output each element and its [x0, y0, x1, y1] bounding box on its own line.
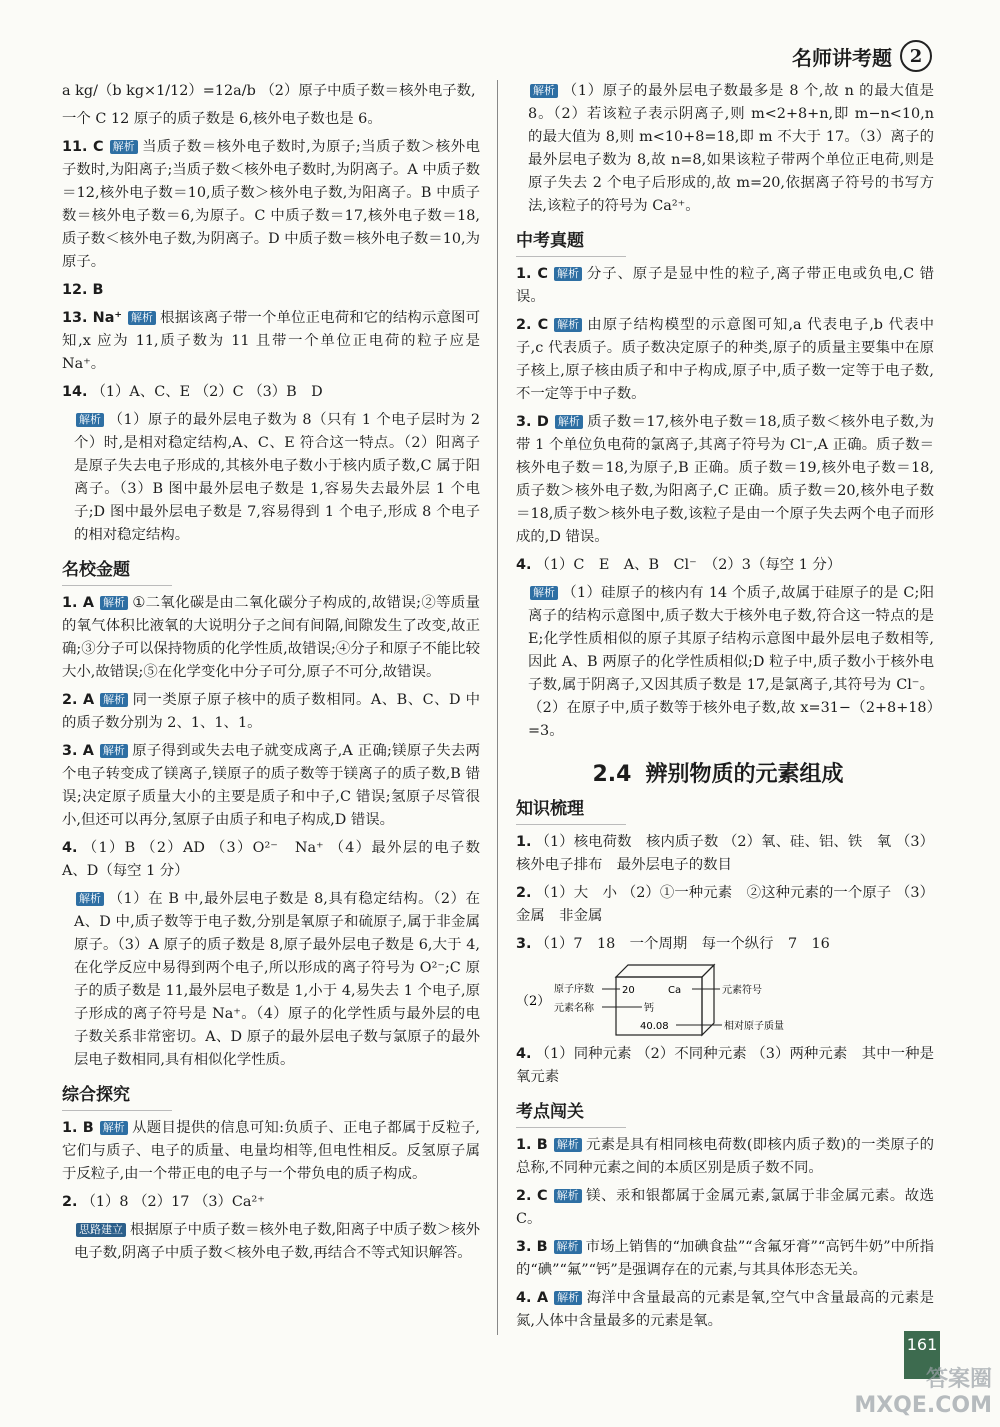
kaodian-item-1 [516, 1134, 934, 1180]
left-column [62, 80, 495, 1270]
zhongkao-item-4 [516, 554, 934, 577]
page-header [792, 40, 932, 72]
item-number: 12. B [62, 282, 104, 298]
element-cell-svg [516, 961, 816, 1039]
kaodian-item-4 [516, 1287, 934, 1333]
mingxiao-item-2 [62, 689, 480, 735]
item-number: 3. B [516, 1239, 548, 1255]
atomic-mass-value: 40.08 [640, 1021, 669, 1032]
analysis-tag: 解析 [554, 318, 582, 332]
analysis-tag: 解析 [530, 586, 558, 600]
analysis-tag: 解析 [128, 311, 156, 325]
cell-top-face [616, 965, 714, 977]
item-number: 2. A [62, 692, 95, 708]
zhishi-item-4 [516, 1043, 934, 1089]
analysis-tag: 解析 [554, 1189, 582, 1203]
item-answer: （1）A、C、E （2）C （3）B D [91, 384, 323, 400]
item-answer: （1）C E A、B Cl⁻ （2）3（每空 1 分） [535, 557, 842, 573]
item-text: 同一类原子原子核中的质子数相同。A、B、C、D 中的质子数分别为 2、1、1、1。 [62, 692, 481, 731]
item-text: 元素是具有相同核电荷数(即核内质子数)的一类原子的总称,不同种元素之间的本质区别是质子数不同。 [516, 1137, 934, 1176]
section-heading-kaodian: 考点闯关 [516, 1101, 626, 1128]
item-number: 2. C [516, 317, 549, 333]
thinking-tag: 思路建立 [76, 1223, 126, 1237]
chapter-number: 2.4 [592, 762, 632, 787]
thinking-text: 根据原子中质子数＝核外电子数,阳离子中质子数＞核外电子数,阴离子中质子数＜核外电子数,再结合不等式知识解答。 [74, 1222, 480, 1261]
analysis-tag: 解析 [554, 1240, 582, 1254]
analysis-tag: 解析 [554, 1291, 582, 1305]
item-number: 3. A [62, 743, 94, 759]
zonghe-item-2 [62, 1191, 480, 1214]
brand-logo-icon: 2 [900, 40, 932, 72]
zhongkao-item-1 [516, 263, 934, 309]
item-answer: （1）B （2）AD （3）O²⁻ Na⁺ （4）最外层的电子数 A、D（每空 1 分） [62, 840, 495, 879]
zhishi-item-2 [516, 882, 934, 928]
page-number: 161 [904, 1331, 940, 1379]
analysis-zhongkao-4 [516, 582, 934, 743]
section-heading-zhongkao: 中考真题 [516, 230, 626, 257]
analysis-continued [516, 80, 934, 218]
analysis-mingxiao-4 [62, 888, 480, 1072]
element-name-label: 元素名称 [554, 1003, 594, 1014]
item-text: （1）7 18 一个周期 每一个纵行 7 16 [535, 936, 830, 952]
analysis-text: （1）硅原子的核内有 14 个质子,故属于硅原子的是 C;阳离子的结构示意图中,质子数大于核外电子数,符合这一特点的是 E;化学性质相似的原子其原子结构示意图中最外层电子数相等,因此 A、B 两原子的化学性质相似;D 粒子中,质子数小于核外电子数,属于阴离子,又因其质子数是 17,是氯离子,其符号为 Cl⁻。（2）在原子中,质子数等于核外电子数,故 x=31−（2+8+18）=3。 [528, 585, 934, 739]
mingxiao-item-3 [62, 740, 480, 832]
item-number: 1. C [516, 266, 548, 282]
element-cell-diagram [516, 961, 934, 1039]
item-number: 11. C [62, 139, 104, 155]
column-divider [497, 80, 498, 1335]
answer-item-11 [62, 136, 480, 274]
analysis-tag: 解析 [76, 892, 104, 906]
item-text: 原子得到或失去电子就变成离子,A 正确;镁原子失去两个电子转变成了镁离子,镁原子的质子数等于镁离子的质子数,B 错误;决定原子质量大小的主要是质子和中子,C 错误;氢原子尽管很小,但还可以再分,氢原子由质子和电子构成,D 错误。 [62, 743, 480, 828]
item-number: 1. [516, 834, 532, 850]
diagram-label-number: （2） [516, 994, 551, 1009]
item-number: 2. [62, 1194, 78, 1210]
item-text: 海洋中含量最高的元素是氧,空气中含量最高的元素是氮,人体中含量最多的元素是氧。 [516, 1290, 934, 1329]
item-text: （1）核电荷数 核内质子数 （2）氧、硅、铝、铁 氧 （3）核外电子排布 最外层电子的数目 [516, 834, 934, 873]
element-symbol-label: 元素符号 [722, 985, 762, 996]
watermark-line-2: MXQE.COM [854, 1393, 992, 1418]
item-text: 根据该离子带一个单位正电荷和它的结构示意图可知,x 应为 11,质子数为 11 且带一个单位正电荷的粒子应是 Na⁺。 [62, 310, 480, 372]
item-number: 2. C [516, 1188, 548, 1204]
item-text: 分子、原子是显中性的粒子,离子带正电或负电,C 错误。 [516, 266, 934, 305]
item-number: 4. [516, 557, 532, 573]
zonghe-item-1 [62, 1117, 480, 1186]
answer-item-13 [62, 307, 480, 376]
item-number: 14. [62, 384, 88, 400]
item-number: 3. D [516, 414, 549, 430]
watermark-line-1: 答案圈 [925, 1367, 992, 1392]
kaodian-item-3 [516, 1236, 934, 1282]
atomic-number-value: 20 [622, 985, 635, 996]
watermark [854, 1367, 992, 1419]
item-text: 市场上销售的“加碘食盐”“含氟牙膏”“高钙牛奶”中所指的“碘”“氟”“钙”是强调存在的元素,与其具体形态无关。 [516, 1239, 934, 1278]
analysis-tag: 解析 [76, 413, 104, 427]
analysis-text: （1）原子的最外层电子数为 8（只有 1 个电子层时为 2 个）时,是相对稳定结构,A、C、E 符合这一特点。（2）阳离子是原子失去电子形成的,其核外电子数小于核内质子数,C 属于阳离子。（3）B 图中最外层电子数是 1,容易失去最外层 1 个电子;D 图中最外层电子数是 7,容易得到 1 个电子,形成 8 个电子的相对稳定结构。 [74, 412, 480, 543]
item-text: 从题目提供的信息可知:负质子、正电子都属于反粒子,它们与质子、电子的质量、电量均相等,但电性相反。反氢原子属于反粒子,由一个带正电的电子与一个带负电的质子构成。 [62, 1120, 480, 1182]
zhongkao-item-2 [516, 314, 934, 406]
analysis-tag: 解析 [100, 596, 128, 610]
item-number: 1. B [516, 1137, 548, 1153]
analysis-tag: 解析 [530, 84, 558, 98]
analysis-tag: 解析 [100, 1121, 128, 1135]
kaodian-item-2 [516, 1185, 934, 1231]
item-text: ①二氧化碳是由二氧化碳分子构成的,故错误;②等质量的氧气体积比液氧的大说明分子之间有间隔,间隙发生了改变,故正确;③分子可以保持物质的化学性质,故错误;④分子和原子不能比较大小,故错误;⑤在化学变化中分子可分,原子不可分,故错误。 [62, 595, 480, 680]
item-text: 质子数＝17,核外电子数＝18,质子数＜核外电子数,为带 1 个单位负电荷的氯离子,其离子符号为 Cl⁻,A 正确。质子数＝核外电子数＝18,为原子,B 正确。质子数＝19,核外电子数＝18,质子数＞核外电子数,为阳离子,C 正确。质子数＝20,核外电子数＝18,质子数＞核外电子数,该粒子是由一个原子失去两个电子而形成的,D 错误。 [516, 414, 934, 545]
analysis-tag: 解析 [100, 693, 128, 707]
zhongkao-item-3 [516, 411, 934, 549]
analysis-text: （1）在 B 中,最外层电子数是 8,具有稳定结构。（2）在 A、D 中,质子数等于电子数,分别是氧原子和硫原子,属于非金属原子。（3）A 原子的质子数是 8,原子最外层电子数是 6,大于 4,在化学反应中易得到两个电子,所以形成的离子符号为 O²⁻;C 原子的质子数是 11,最外层电子数是 1,小于 4,易失去 1 个电子,原子形成的离子符号是 Na⁺。（4）原子的化学性质与最外层的电子数关系非常密切。A、D 原子的最外层电子数与氯原子的最外层电子数相同,具有相似化学性质。 [74, 891, 480, 1068]
item-number: 4. A [516, 1290, 549, 1306]
element-symbol: Ca [668, 985, 682, 996]
item-text: （1）同种元素 （2）不同种元素 （3）两种元素 其中一种是氧元素 [516, 1046, 934, 1085]
section-heading-zhishi: 知识梳理 [516, 798, 626, 825]
mingxiao-item-4 [62, 837, 495, 883]
item-answer: （1）8 （2）17 （3）Ca²⁺ [81, 1194, 265, 1210]
brand-title: 名师讲考题 [792, 45, 892, 70]
item-number: 3. [516, 936, 532, 952]
zhishi-item-1 [516, 831, 934, 877]
answer-item-14 [62, 381, 480, 404]
analysis-tag: 解析 [555, 415, 583, 429]
chapter-title: 辨别物质的元素组成 [645, 762, 844, 787]
element-name-value: 钙 [644, 1003, 654, 1014]
thinking-zonghe-2 [62, 1219, 480, 1265]
item-number: 4. [62, 840, 78, 856]
chapter-heading [516, 763, 934, 786]
item-text: （1）大 小 （2）①一种元素 ②这种元素的一个原子 （3）金属 非金属 [516, 885, 934, 924]
section-heading-mingxiao: 名校金题 [62, 559, 172, 586]
item-text: 镁、汞和银都属于金属元素,氯属于非金属元素。故选 C。 [516, 1188, 934, 1227]
continued-text-line-1: a kg/（b kg×1/12）=12a/b （2）原子中质子数＝核外电子数, [62, 83, 476, 99]
item-text: 由原子结构模型的示意图可知,a 代表电子,b 代表中子,c 代表质子。质子数决定原子的种类,原子的质量主要集中在原子核上,原子核由质子和中子构成,原子中,质子数一定等于电子数,不一定等于中子数。 [516, 317, 934, 402]
item-number: 2. [516, 885, 532, 901]
item-text: 当质子数＝核外电子数时,为原子;当质子数＞核外电子数时,为阳离子;当质子数＜核外电子数时,为阴离子。A 中质子数＝12,核外电子数＝10,质子数＞核外电子数,为阳离子。B 中质子数＝核外电子数＝6,为原子。C 中质子数＝17,核外电子数＝18,质子数＜核外电子数,为阴离子。D 中质子数＝核外电子数＝10,为原子。 [62, 139, 480, 270]
item-number: 4. [516, 1046, 532, 1062]
right-column [516, 80, 934, 1338]
item-number: 1. A [62, 595, 94, 611]
analysis-tag: 解析 [100, 744, 128, 758]
atomic-number-label: 原子序数 [554, 984, 594, 995]
analysis-tag: 解析 [110, 140, 138, 154]
answer-item-12 [62, 279, 480, 302]
item-number: 13. Na⁺ [62, 310, 123, 326]
section-heading-zonghe: 综合探究 [62, 1084, 172, 1111]
analysis-tag: 解析 [554, 1138, 582, 1152]
analysis-tag: 解析 [554, 267, 582, 281]
continued-text-line-2: 一个 C 12 原子的质子数是 6,核外电子数也是 6。 [62, 111, 382, 127]
item-number: 1. B [62, 1120, 94, 1136]
mingxiao-item-1 [62, 592, 480, 684]
zhishi-item-3 [516, 933, 934, 956]
atomic-mass-label: 相对原子质量 [724, 1021, 784, 1032]
analysis-text: （1）原子的最外层电子数最多是 8 个,故 n 的最大值是 8。（2）若该粒子表示阴离子,则 m<2+8+n,即 m−n<10,n 的最大值为 8,则 m<10+8=18,即 m 不大于 17。（3）离子的最外层电子数为 8,故 n=8,如果该粒子带两个单位正电荷,则是原子失去 2 个电子后形成的,故 m=20,依据离子符号的书写方法,该粒子的符号为 Ca²⁺。 [528, 83, 934, 214]
analysis-14 [62, 409, 480, 547]
